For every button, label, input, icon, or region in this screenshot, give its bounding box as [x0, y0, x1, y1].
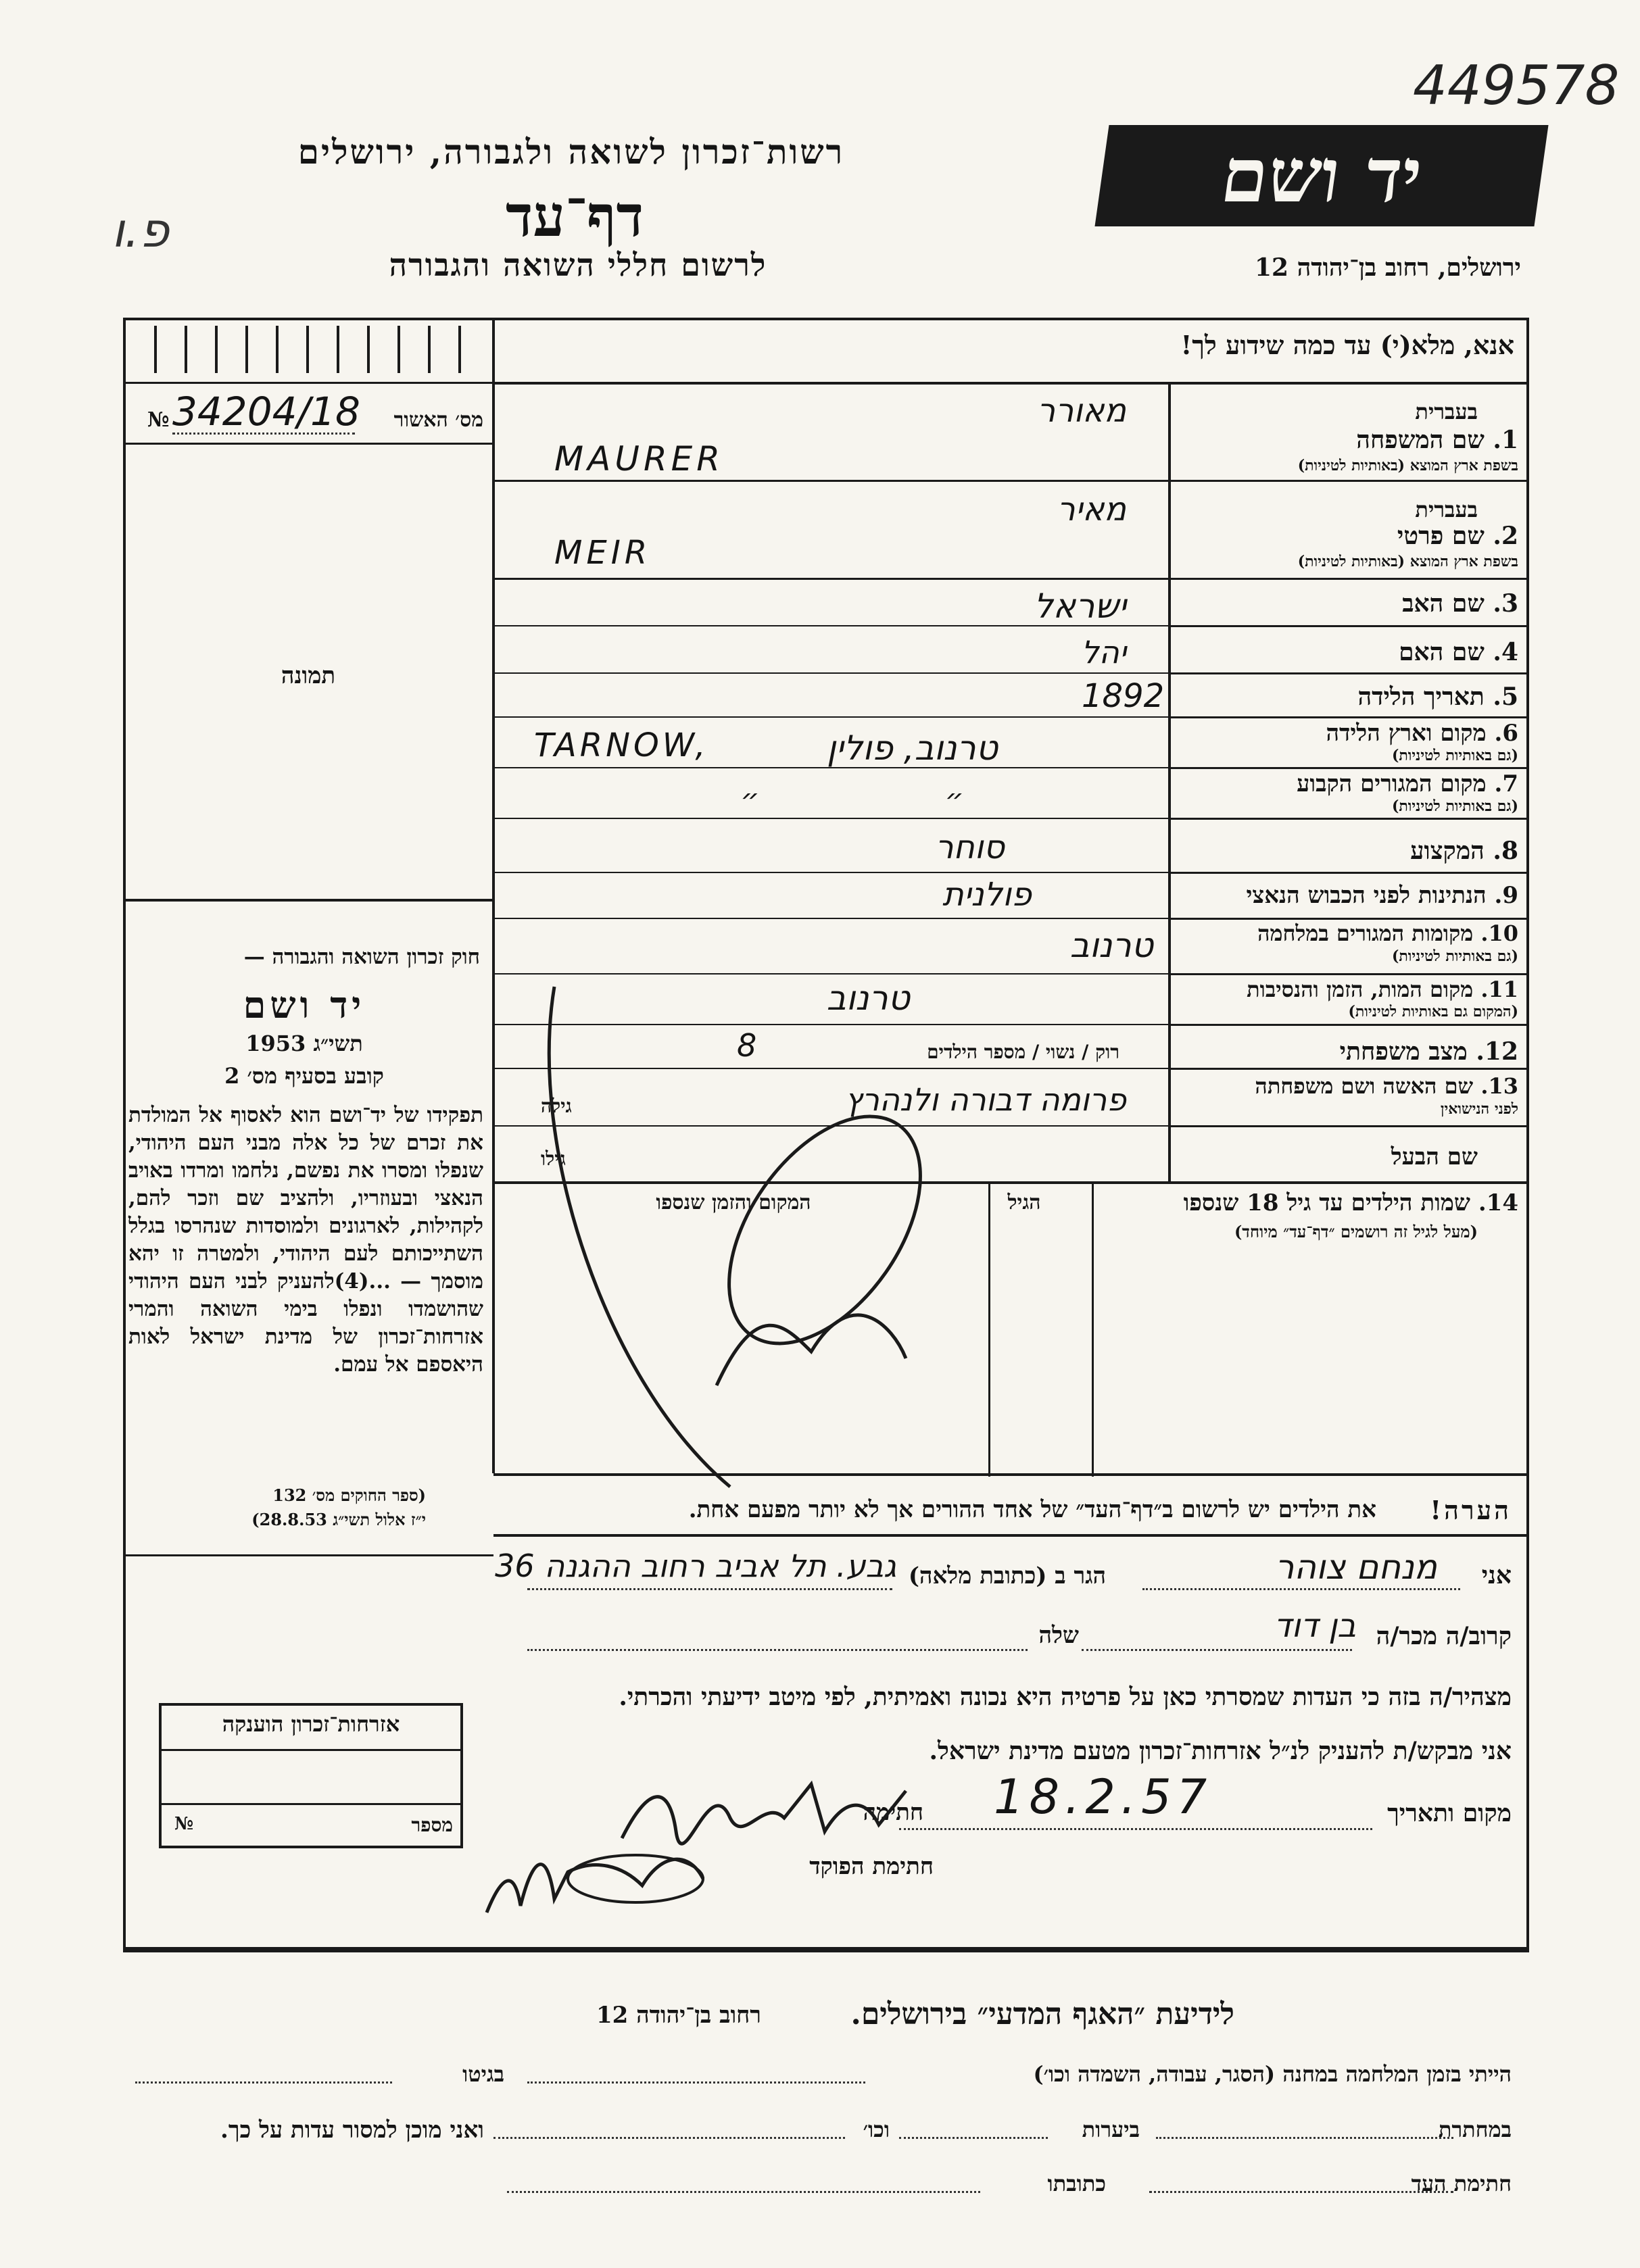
declarant-i-label: אני	[1481, 1561, 1512, 1589]
field-5-label: 5. תאריך הלידה	[1357, 683, 1518, 711]
field-6-hebrew-value: טרנוב, פולין	[826, 729, 998, 768]
field-2-sub: בשפת ארץ המוצא (באותיות לטיניות)	[1297, 553, 1518, 570]
page-title: דף־עד	[505, 182, 644, 249]
husband-age-label: גילו	[541, 1148, 566, 1170]
children-col-place: המקום והזמן שנספו	[656, 1191, 811, 1214]
registration-label: מס׳ האשור	[393, 408, 483, 432]
field-13-age-label: גילה	[541, 1095, 572, 1117]
field-13-sub: לפני הנישואין	[1440, 1100, 1518, 1118]
field-8-label: 8. המקצוע	[1410, 837, 1518, 865]
relation-of-label: שלה	[1038, 1622, 1079, 1649]
hebrew-tag-1: בעברית	[1415, 399, 1478, 424]
declaration-request: אני מבקש/ת להעניק לנ״ל אזרחות־זכרון מטעם מדינת ישראל.	[929, 1737, 1512, 1765]
field-11-label: 11. מקום המות, הזמן והנסיבות	[1247, 977, 1518, 1002]
relation-label: קרוב/ה מכר/ה	[1376, 1622, 1512, 1650]
field-4-label: 4. שם האם	[1399, 638, 1518, 666]
field-6-latin-value: TARNOW,	[534, 726, 709, 764]
children-label: 14. שמות הילדים עד גיל 18 שנספו	[1183, 1189, 1518, 1216]
note-label: הערה!	[1430, 1495, 1512, 1525]
children-col-age: הגיל	[1007, 1191, 1041, 1214]
field-5-value: 1892	[1082, 677, 1165, 715]
footer-line2-a: במחתרת	[1438, 2117, 1512, 2142]
field-10-value: טרנוב	[1069, 926, 1153, 965]
field-13-value: פרומה דבורה ולנהרץ	[845, 1081, 1126, 1118]
place-date-label: מקום ותאריך	[1387, 1799, 1512, 1827]
instruction: אנא, מלא(י) עד כמה שידוע לך!	[1180, 330, 1514, 360]
footer-line3-a: חתימת העד	[1411, 2171, 1512, 2196]
declarant-address: גבע. תל אביב רחוב ההגנה 36	[495, 1548, 896, 1584]
yad-vashem-logo: יד ושם	[1094, 125, 1548, 226]
declarant-name: מנחם צוהר	[1275, 1548, 1437, 1587]
field-8-value: סוחר	[935, 829, 1005, 866]
address: ירושלים, רחוב בן־יהודה 12	[1254, 253, 1521, 282]
official-signature	[473, 1825, 717, 1926]
field-12-value: 8	[737, 1027, 757, 1064]
field-7-label: 7. מקום המגורים הקבוע	[1297, 770, 1518, 797]
field-13-label: 13. שם האשה ושם משפחתה	[1255, 1073, 1518, 1099]
declaration-date: 18.2.57	[994, 1769, 1213, 1825]
field-9-label: 9. הנתינות לפני הכבוש הנאצי	[1246, 882, 1518, 909]
field-12-label: 12. מצב משפחתי	[1339, 1037, 1518, 1066]
field-3-value: ישראל	[1034, 587, 1126, 626]
field-1-latin-value: MAURER	[554, 439, 725, 478]
photo-label: תמונה	[281, 662, 336, 689]
field-10-sub: (גם באותיות לטיניות)	[1391, 947, 1518, 965]
field-1-label: 1. שם המשפחה	[1356, 426, 1518, 454]
document-number: 449578	[1413, 54, 1620, 117]
law-date: י״ז אלול תשי״ג 28.8.53)	[251, 1510, 426, 1529]
footer-address: רחוב בן־יהודה 12	[596, 2002, 761, 2029]
signature-label: חתימה	[863, 1799, 923, 1826]
law-clause: קובע בסעיף מס׳ 2	[224, 1063, 384, 1089]
field-7-sub: (גם באותיות לטיניות)	[1391, 797, 1518, 815]
footer-line3-b: כתובתו	[1047, 2171, 1106, 2196]
crossed-out-scribble	[473, 946, 1149, 1554]
field-2-latin-value: MEIR	[554, 534, 652, 572]
field-9-value: פולנית	[942, 876, 1032, 914]
field-7-value: ״ ״	[740, 783, 964, 817]
footer-heading: לידיעת ״האגף המדעי״ בירושלים.	[850, 1997, 1234, 2031]
law-heading: חוק זכרון השואה והגבורה —	[243, 945, 480, 969]
law-text: תפקידו של יד־ושם הוא לאסוף אל המולדת את זכרם של כל אלה מבני העם היהודי, שנפלו ומסרו את נפשם, נלחמו ומרדו באויב הנאצי ובעוזריו, ולהציב שם וזכר להם, לקהילות, לארגונים ולמוסדות שנהרסו בגלל השתייכותם לעם היהודי, ולמטרה זו יהא מוסמך — ...(4)להעניק לבני העם היהודי שהושמדו ונפלו בימי השואה והמרי אזרחות־זכרון של מדינת ישראל לאות היאספם אל עמם.	[128, 1103, 483, 1377]
registration-no-label: №	[147, 408, 170, 432]
field-6-label: 6. מקום וארץ הלידה	[1326, 720, 1518, 747]
field-10-label: 10. מקומות המגורים במלחמה	[1257, 920, 1518, 946]
footer-line2-d: ואני מוכן למסור עדות על כך.	[220, 2117, 484, 2144]
note-text: את הילדים יש לרשום ב״דף־העד״ של אחד ההורים אך לא יותר מפעם אחת.	[688, 1496, 1376, 1523]
field-1-sub: בשפת ארץ המוצא (באותיות לטיניות)	[1297, 457, 1518, 474]
law-ref: (ספר החוקים מס׳ 132	[272, 1485, 426, 1505]
declaration-statement: מצהיר/ה בזה כי העדות שמסרתי כאן על פרטיה היא נכונה ואמיתית, לפי מיטב ידיעתי והכרתי.	[619, 1683, 1512, 1711]
official-signature-label: חתימת הפוקד	[809, 1853, 934, 1880]
hebrew-tag-2: בעברית	[1415, 497, 1478, 522]
husband-label: שם הבעל	[1391, 1143, 1478, 1170]
citizenship-box-title: אזרחות־זכרון הוענקה	[222, 1711, 400, 1737]
field-2-hebrew-value: מאיר	[1057, 491, 1126, 528]
subtitle: לרשום חללי השואה והגבורה	[389, 247, 767, 283]
field-12-options: רוק / נשוי / מספר הילדים	[927, 1041, 1119, 1063]
field-4-value: יהל	[1081, 634, 1126, 670]
citizenship-number-label: מספר	[411, 1814, 453, 1836]
declarant-resides-label: הגר ב (כתובת מלאה)	[908, 1562, 1106, 1589]
field-11-value: טרנוב	[826, 979, 910, 1018]
footer-line2-c: וכו׳	[863, 2117, 890, 2142]
footer-line2-b: ביערות	[1082, 2117, 1140, 2142]
children-sub: (מעל לגיל זה רושמים ״דף־עד״ מיוחד)	[1234, 1222, 1478, 1241]
law-name: יד ושם	[243, 983, 366, 1027]
footer-line1-b: בגיטו	[462, 2061, 504, 2087]
relation-value: בן דוד	[1274, 1607, 1356, 1645]
field-1-hebrew-value: מאורר	[1037, 392, 1126, 430]
footer-line1-a: הייתי בזמן המלחמה במחנה (הסגר, עבודה, השמדה וכו׳)	[1033, 2061, 1512, 2087]
field-11-sub: (המקום גם באותיות לטיניות)	[1348, 1003, 1518, 1020]
field-3-label: 3. שם האב	[1402, 589, 1518, 618]
citizenship-no-label: №	[174, 1814, 194, 1834]
law-year: תשי״ג 1953	[245, 1031, 363, 1056]
registration-number: 34204/18	[172, 389, 360, 435]
field-6-sub: (גם באותיות לטיניות)	[1391, 747, 1518, 764]
field-2-label: 2. שם פרטי	[1397, 522, 1518, 550]
margin-note: פ.ו	[112, 203, 170, 258]
registration-ticks	[135, 326, 487, 380]
org-line: רשות־זכרון לשואה ולגבורה, ירושלים	[297, 132, 845, 172]
